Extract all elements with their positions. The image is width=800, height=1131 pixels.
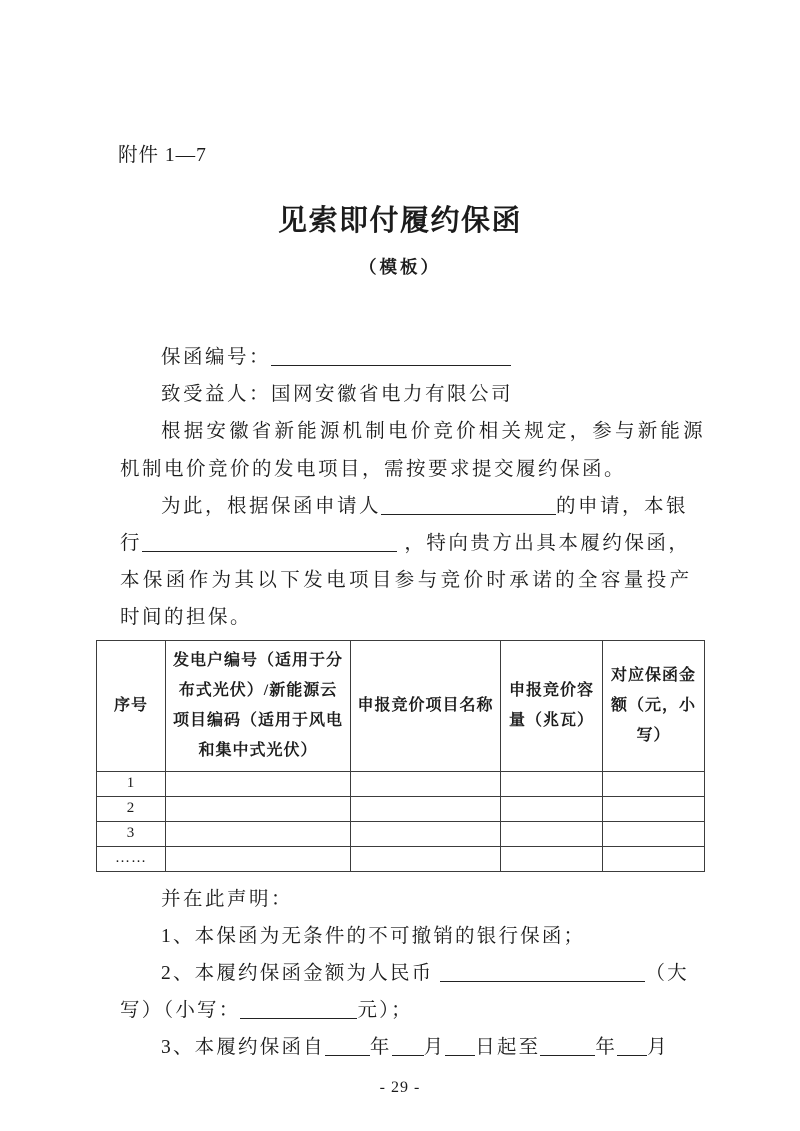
table-cell xyxy=(501,771,603,796)
paragraph-line xyxy=(120,992,706,1029)
table-cell xyxy=(501,846,603,871)
table-cell xyxy=(351,771,501,796)
text-run: 机制电价竞价的发电项目，需按要求提交履约保函。 xyxy=(120,458,627,480)
text-run: 元）； xyxy=(357,1000,413,1022)
attachment-label: 附件 1—7 xyxy=(118,145,207,166)
table-cell xyxy=(166,846,351,871)
table-cell xyxy=(351,796,501,821)
text-run: 1、本保函为无条件的不可撤销的银行保函； xyxy=(161,925,586,947)
column-header: 序号 xyxy=(97,640,166,771)
fill-in-blank xyxy=(540,1036,595,1057)
table-header-row xyxy=(97,640,705,771)
text-run: 写）（小写： xyxy=(120,1000,241,1022)
text-run: 日起至 xyxy=(475,1037,541,1059)
declaration-paragraphs xyxy=(120,881,706,1067)
table-cell: 2 xyxy=(97,796,166,821)
paragraph-line xyxy=(120,451,706,488)
table-cell xyxy=(603,846,705,871)
table-cell xyxy=(603,821,705,846)
fill-in-blank xyxy=(392,1036,424,1057)
paragraph-line xyxy=(120,525,706,562)
text-run: 月 xyxy=(423,1037,446,1059)
table-cell xyxy=(166,796,351,821)
table-cell xyxy=(501,821,603,846)
paragraph-line xyxy=(120,955,706,992)
fill-in-blank xyxy=(440,962,645,983)
text-run: 本保函作为其以下发电项目参与竞价时承诺的全容量投产 xyxy=(120,570,693,592)
bid-projects-table xyxy=(96,640,705,872)
text-run: 的申请，本银 xyxy=(556,495,689,517)
paragraph-line xyxy=(120,881,706,918)
fill-in-blank xyxy=(240,999,357,1020)
fill-in-blank xyxy=(617,1036,647,1057)
text-run: 并在此声明： xyxy=(161,888,294,910)
text-run: 为此，根据保函申请人 xyxy=(161,495,382,517)
table-cell xyxy=(603,796,705,821)
table-body xyxy=(97,771,705,871)
table-cell xyxy=(166,821,351,846)
table-cell xyxy=(351,846,501,871)
column-header: 对应保函金额（元，小写） xyxy=(603,640,705,771)
paragraph-line xyxy=(120,488,706,525)
table-cell: 3 xyxy=(97,821,166,846)
table-row xyxy=(97,821,705,846)
table-cell: 1 xyxy=(97,771,166,796)
text-run: 月 xyxy=(647,1037,669,1059)
paragraph-line xyxy=(120,599,706,636)
table-cell xyxy=(603,771,705,796)
table-cell xyxy=(351,821,501,846)
table-row xyxy=(97,846,705,871)
paragraph-line xyxy=(120,413,706,450)
column-header: 申报竞价容量（兆瓦） xyxy=(501,640,603,771)
paragraph-line xyxy=(120,1029,706,1066)
fill-in-blank xyxy=(325,1036,370,1057)
fill-in-blank xyxy=(445,1036,475,1057)
table-row xyxy=(97,771,705,796)
paragraph-line xyxy=(120,376,706,413)
text-run: 行 xyxy=(120,533,143,555)
table-cell xyxy=(166,771,351,796)
text-run: ，特向贵方出具本履约保函， xyxy=(397,533,691,555)
text-run: 2、本履约保函金额为人民币 xyxy=(161,963,441,985)
table-cell xyxy=(501,796,603,821)
page-number: - 29 - xyxy=(379,1078,421,1096)
text-run: 年 xyxy=(595,1037,618,1059)
fill-in-blank xyxy=(381,494,556,515)
paragraph-line xyxy=(120,339,706,376)
column-header: 申报竞价项目名称 xyxy=(351,640,501,771)
paragraph-line xyxy=(120,562,706,599)
table-cell: …… xyxy=(97,846,166,871)
paragraph-line xyxy=(120,918,706,955)
table-row xyxy=(97,796,705,821)
intro-paragraphs xyxy=(120,339,706,637)
fill-in-blank xyxy=(142,532,397,553)
text-run: （大 xyxy=(645,963,689,985)
text-run: 时间的担保。 xyxy=(120,607,253,629)
table-header xyxy=(97,640,705,771)
column-header: 发电户编号（适用于分布式光伏）/新能源云项目编码（适用于风电和集中式光伏） xyxy=(166,640,351,771)
text-run: 3、本履约保函自 xyxy=(161,1037,325,1059)
text-run: 保函编号： xyxy=(161,347,272,368)
text-run: 致受益人：国网安徽省电力有限公司 xyxy=(161,384,514,406)
document-subtitle: （模板） xyxy=(359,257,441,277)
document-title: 见索即付履约保函 xyxy=(277,205,522,237)
text-run: 年 xyxy=(369,1037,392,1059)
fill-in-blank xyxy=(271,346,511,367)
text-run: 根据安徽省新能源机制电价竞价相关规定，参与新能源 xyxy=(161,421,706,443)
